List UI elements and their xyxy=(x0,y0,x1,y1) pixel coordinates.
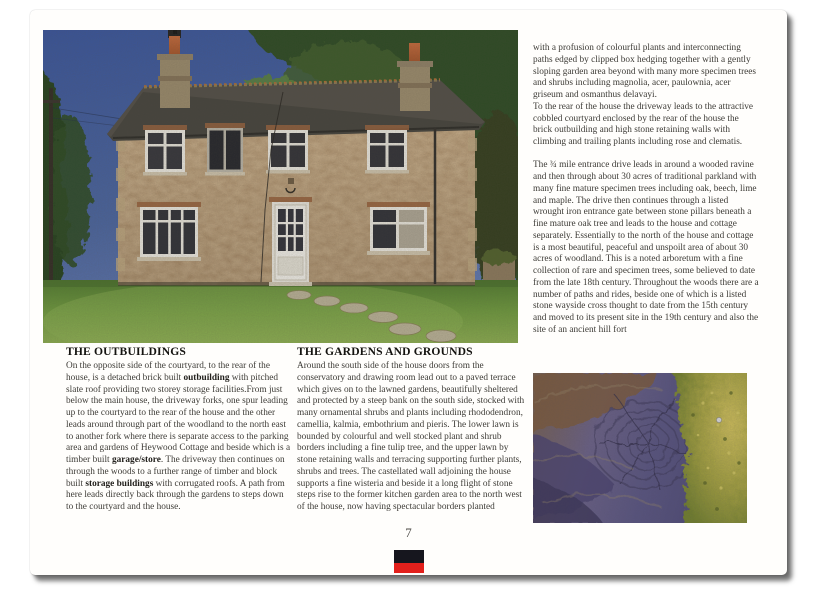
publisher-logo xyxy=(394,550,424,573)
paragraph-gardens-continued-a: with a profusion of colourful plants and interconnecting paths edged by clipped box hedging together with a gently sloping garden area beyond with many more specimen trees and shrubs including magnolia, acer, paulownia, acer griseum and osmanthus delavayi. xyxy=(533,43,757,100)
continuation-column xyxy=(533,43,760,337)
paragraph-entrance-drive: The ¾ mile entrance drive leads in around a wooded ravine and then through about 30 acres of traditional parkland with many fine mature specimen trees including oak, beech, lime and maple. The drive then continues through a listed wrought iron entrance gate between stone pillars beneath a fine mature oak tree and leads to the house and cottage separately. Essentially to the north of the house and cottage is a most beautiful, peaceful and unspoilt area of about 30 acres of woodland. This is a noted arboretum with a fine collection of rare and specimen trees, some believed to date from the late 18th century. Throughout the woods there are a number of paths and rides, beside one of which is a listed stone wayside cross thought to date from the 15th century and moved to its present site in the 19th century and also the site of an ancient hill fort xyxy=(533,160,759,335)
gardens-column xyxy=(297,345,528,514)
page-number: 7 xyxy=(405,525,412,540)
photo-grain xyxy=(43,30,518,343)
house-photo xyxy=(43,30,518,343)
paragraph-outbuildings: On the opposite side of the courtyard, to the rear of the house, is a detached brick built outbuilding with pitched slate roof providing two storey storage facilities.From just below the main house, the driveway forks, one spur leading up to the courtyard to the rear of the house and the other leads around through part of the woodland to the north east to another fork where there is separate access to the parking area and gardens of Heywood Cottage and beside which is a timber built garage/store. The driveway then continues on through the woods to a further range of timber and block built storage buildings with corrugated roofs. A path from here leads directly back through the gardens to steps down to the courtyard and the house. xyxy=(66,361,291,512)
section-heading-gardens: THE GARDENS AND GROUNDS xyxy=(297,345,473,358)
moss-wood-photo xyxy=(533,373,747,523)
photo-grain xyxy=(533,373,747,523)
logo-black-band xyxy=(394,550,424,563)
house-photo-illustration xyxy=(43,30,518,343)
section-heading-outbuildings: THE OUTBUILDINGS xyxy=(66,345,186,358)
logo-red-band xyxy=(394,563,424,573)
paragraph-gardens-continued-b: To the rear of the house the driveway leads to the attractive cobbled courtyard enclosed by the rear of the house the brick outbuilding and high stone retaining walls with climbing and trailing plants including rose and clematis. xyxy=(533,101,754,147)
paragraph-gardens: Around the south side of the house doors from the conservatory and drawing room lead out to a paved terrace which gives on to the lawned gardens, beautifully sheltered and protected by a steep bank on the south side, stocked with many ornamental shrubs and plants including rhododendron, camellia, kalmia, embothrium and pieris. The lower lawn is bounded by colourful and well stocked plant and shrub borders including a fine tulip tree, and the upper lawn by stone retaining walls and terracing supporting further plants, shrubs and trees. The castellated wall adjoining the house supports a fine wisteria and beside it a long flight of stone steps rise to the former kitchen garden area to the north west of the house, now having spectacular borders planted xyxy=(297,361,525,512)
outbuildings-column xyxy=(66,345,292,514)
brochure-page xyxy=(30,10,787,575)
moss-photo-illustration xyxy=(533,373,747,523)
